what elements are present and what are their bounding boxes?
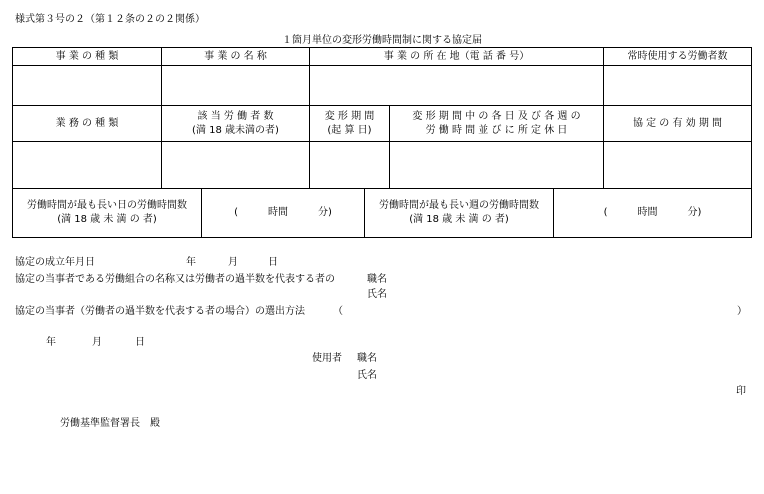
union-representative-line: 協定の当事者である労働組合の名称又は労働者の過半数を代表する者の — [15, 274, 335, 285]
business-name-cell[interactable] — [162, 66, 310, 106]
applicable-workers-label: 該 当 労 働 者 数 — [197, 110, 274, 122]
work-schedule-table — [12, 105, 752, 189]
form-title: １箇月単位の変形労働時間制に関する協定届 — [282, 35, 482, 46]
longest-week-label — [365, 189, 554, 238]
header-validity-period: 協 定 の 有 効 期 間 — [604, 106, 752, 142]
header-variable-period — [310, 106, 390, 142]
employer-name-label: 氏名 — [357, 370, 377, 381]
longest-week-label-line2: (満 18 歳 未 満 の 者) — [409, 214, 509, 225]
selection-method-line: 協定の当事者（労働者の過半数を代表する者の場合）の選出方法 — [15, 306, 305, 317]
working-hours-cell[interactable] — [390, 142, 604, 189]
selection-open-paren: （ — [333, 306, 343, 317]
agreement-day-label: 日 — [268, 257, 278, 268]
employer-position-label: 職名 — [357, 353, 377, 364]
worker-count-cell[interactable] — [604, 66, 752, 106]
longest-week-hours-field[interactable]: ( 時間 分) — [554, 189, 752, 238]
longest-day-hours-field[interactable]: ( 時間 分) — [202, 189, 365, 238]
agreement-date-label: 協定の成立年月日 — [15, 257, 95, 268]
signing-year-label: 年 — [46, 337, 56, 348]
longest-day-label-line2: (満 18 歳 未 満 の 者) — [57, 214, 157, 225]
header-business-type: 事 業 の 種 類 — [13, 48, 162, 66]
longest-week-label-line1: 労働時間が最も長い週の労働時間数 — [379, 200, 539, 211]
header-business-name: 事 業 の 名 称 — [162, 48, 310, 66]
header-worker-count: 常時使用する労働者数 — [604, 48, 752, 66]
longest-day-label-line1: 労働時間が最も長い日の労働時間数 — [27, 200, 187, 211]
variable-period-cell[interactable] — [310, 142, 390, 189]
signing-day-label: 日 — [135, 337, 145, 348]
header-working-hours — [390, 106, 604, 142]
start-date-label: (起 算 日) — [327, 124, 372, 136]
addressee-label: 労働基準監督署長 殿 — [60, 418, 160, 429]
union-position-label: 職名 — [367, 274, 387, 285]
business-type-cell[interactable] — [13, 66, 162, 106]
header-business-address: 事 業 の 所 在 地（電 話 番 号） — [310, 48, 604, 66]
header-job-type: 業 務 の 種 類 — [13, 106, 162, 142]
agreement-month-label: 月 — [228, 257, 238, 268]
agreement-year-label: 年 — [186, 257, 196, 268]
working-hours-label-line2: 労 働 時 間 並 び に 所 定 休 日 — [425, 124, 568, 136]
header-applicable-workers — [162, 106, 310, 142]
validity-period-cell[interactable] — [604, 142, 752, 189]
selection-close-paren: ） — [737, 306, 747, 317]
seal-mark: 印 — [736, 386, 746, 397]
longest-day-label — [13, 189, 202, 238]
job-type-cell[interactable] — [13, 142, 162, 189]
signing-month-label: 月 — [92, 337, 102, 348]
working-hours-label-line1: 変 形 期 間 中 の 各 日 及 び 各 週 の — [412, 110, 581, 122]
business-info-table — [12, 47, 752, 106]
union-name-label: 氏名 — [367, 289, 387, 300]
max-hours-table — [12, 188, 752, 238]
applicable-workers-cell[interactable] — [162, 142, 310, 189]
applicable-workers-minor-label: (満 18 歳未満の者) — [192, 124, 279, 136]
business-address-cell[interactable] — [310, 66, 604, 106]
variable-period-label: 変 形 期 間 — [324, 110, 375, 122]
employer-label: 使用者 — [312, 353, 342, 364]
form-number-label: 様式第３号の２（第１２条の２の２関係） — [15, 14, 205, 25]
